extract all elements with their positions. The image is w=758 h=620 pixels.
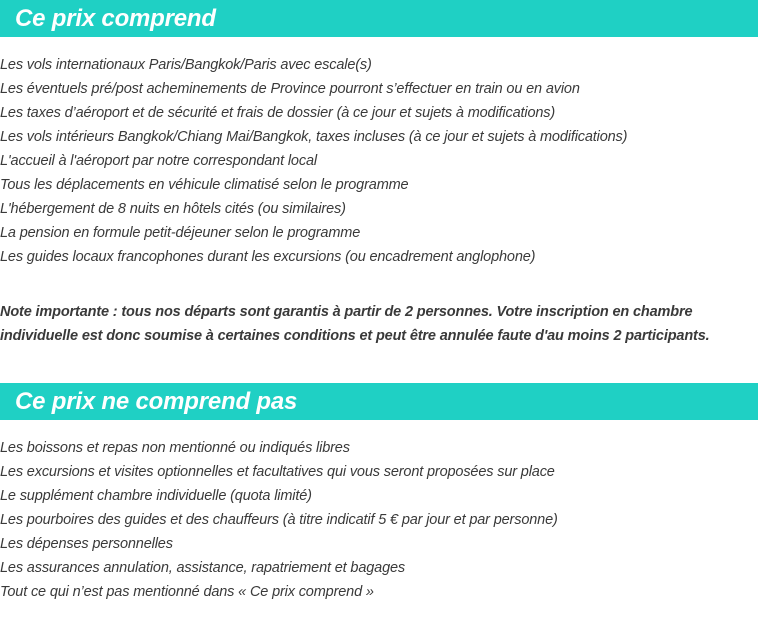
list-item: Les dépenses personnelles	[0, 536, 173, 552]
list-item: L'hébergement de 8 nuits en hôtels cités (ou similaires)	[0, 201, 346, 217]
list-item: L'accueil à l'aéroport par notre correspondant local	[0, 153, 317, 169]
list-item: Tous les déplacements en véhicule climatisé selon le programme	[0, 177, 409, 193]
list-item: Les guides locaux francophones durant les excursions (ou encadrement anglophone)	[0, 249, 536, 265]
list-item: Les éventuels pré/post acheminements de Province pourront s’effectuer en train ou en avion	[0, 81, 580, 97]
list-item: Le supplément chambre individuelle (quota limité)	[0, 488, 312, 504]
list-item: Les pourboires des guides et des chauffeurs (à titre indicatif 5 € par jour et par personne)	[0, 512, 558, 528]
section-header-excluded: Ce prix ne comprend pas	[0, 383, 758, 420]
section-header-included: Ce prix comprend	[0, 0, 758, 37]
list-item: La pension en formule petit-déjeuner selon le programme	[0, 225, 361, 241]
list-item: Tout ce qui n’est pas mentionné dans « Ce prix comprend »	[0, 584, 374, 600]
list-item: Les boissons et repas non mentionné ou indiqués libres	[0, 440, 350, 456]
list-item: Les vols intérieurs Bangkok/Chiang Mai/Bangkok, taxes incluses (à ce jour et sujets à modifications)	[0, 129, 628, 145]
excluded-list	[0, 436, 558, 604]
list-item: Les assurances annulation, assistance, rapatriement et bagages	[0, 560, 406, 576]
included-list	[0, 53, 627, 269]
list-item: Les vols internationaux Paris/Bangkok/Paris avec escale(s)	[0, 57, 372, 73]
list-item: Les taxes d’aéroport et de sécurité et frais de dossier (à ce jour et sujets à modifications)	[0, 105, 556, 121]
important-note: Note importante : tous nos départs sont garantis à partir de 2 personnes. Votre inscription en chambre individuelle est donc soumise à certaines conditions et peut être annulée faute d'au moins 2 participants.	[0, 303, 710, 344]
list-item: Les excursions et visites optionnelles et facultatives qui vous seront proposées sur place	[0, 464, 555, 480]
